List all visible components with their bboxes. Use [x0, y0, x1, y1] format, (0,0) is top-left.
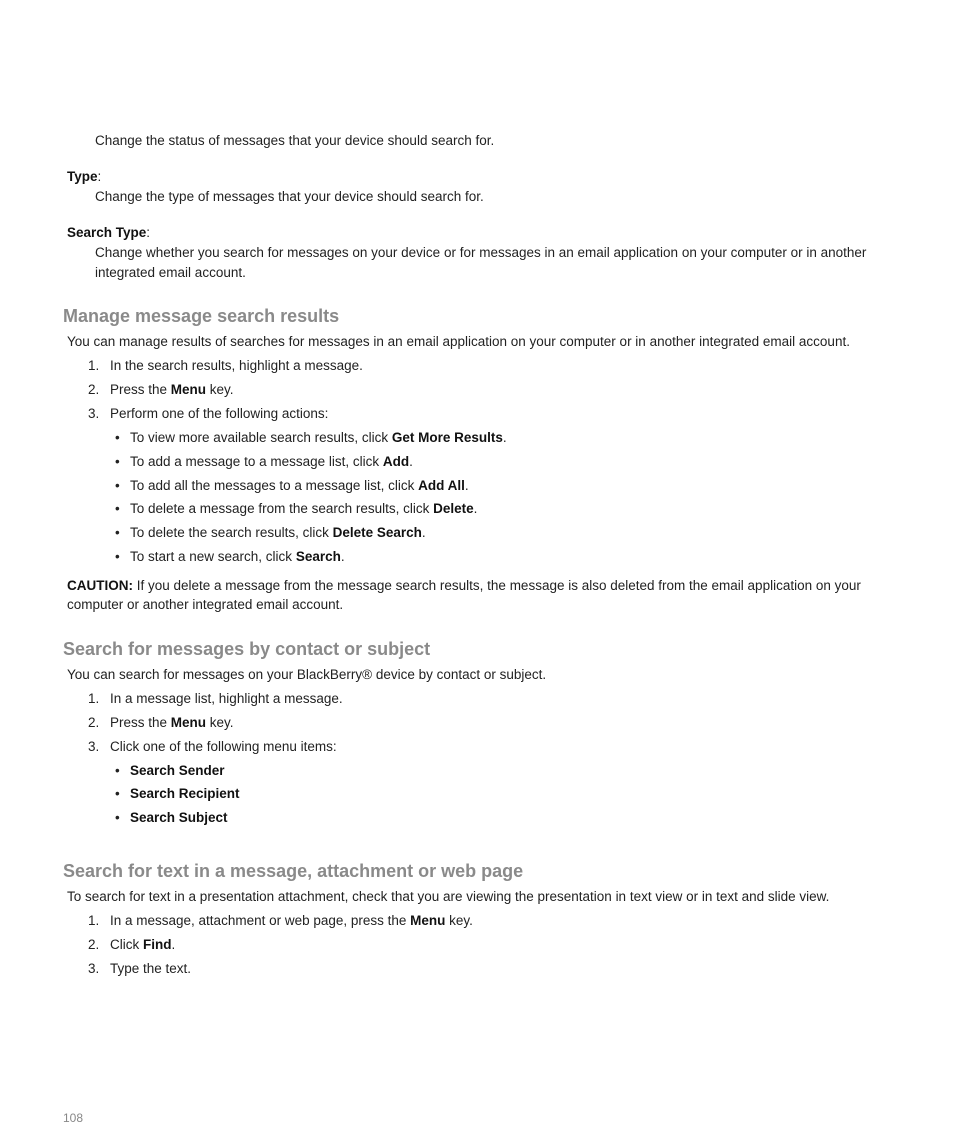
step-number: 3. [88, 406, 100, 421]
bullet-icon: • [115, 786, 120, 801]
list-item: To delete a message from the search results, click Delete. [130, 501, 478, 516]
section-heading-manage-results: Manage message search results [63, 306, 340, 326]
bullet-icon: • [115, 454, 120, 469]
bullet-icon: • [115, 549, 120, 564]
type-term: Type: [67, 169, 102, 184]
menu-key-label: Menu [170, 382, 207, 397]
menu-item-search-subject: Search Subject [130, 810, 228, 825]
step-number: 2. [88, 715, 100, 730]
section-intro: You can search for messages on your BlackBerry® device by contact or subject. [67, 667, 547, 682]
step-text: In a message, attachment or web page, press the Menu key. [110, 913, 473, 928]
section-intro: You can manage results of searches for messages in an email application on your computer or in another integrated email account. [67, 334, 850, 349]
step-number: 3. [88, 961, 100, 976]
step-text: Click one of the following menu items: [110, 739, 337, 754]
section-heading-search-text: Search for text in a message, attachment or web page [63, 861, 524, 881]
step-number: 2. [88, 382, 100, 397]
list-item: To start a new search, click Search. [130, 549, 345, 564]
bullet-icon: • [115, 501, 120, 516]
bullet-icon: • [115, 430, 120, 445]
step-number: 1. [88, 691, 100, 706]
step-text: Click Find. [110, 937, 176, 952]
step-number: 1. [88, 358, 100, 373]
caution-label: CAUTION [67, 578, 129, 593]
step-text: Type the text. [110, 961, 192, 976]
search-type-description-line1: Change whether you search for messages on your device or for messages in an email application on your computer or in another [95, 245, 867, 260]
type-term-label: Type [67, 169, 98, 184]
page-number: 108 [63, 1111, 84, 1125]
type-description: Change the type of messages that your device should search for. [95, 189, 484, 204]
list-item: To add all the messages to a message list, click Add All. [130, 478, 469, 493]
step-number: 2. [88, 937, 100, 952]
list-item: To add a message to a message list, click Add. [130, 454, 413, 469]
step-text: In a message list, highlight a message. [110, 691, 343, 706]
step-text: Press the Menu key. [110, 715, 234, 730]
step-number: 1. [88, 913, 100, 928]
search-type-term-label: Search Type [67, 225, 147, 240]
bullet-icon: • [115, 478, 120, 493]
step-number: 3. [88, 739, 100, 754]
list-item: To view more available search results, click Get More Results. [130, 430, 507, 445]
search-type-description-line2: integrated email account. [95, 265, 246, 280]
list-item: To delete the search results, click Delete Search. [130, 525, 426, 540]
step-text: Perform one of the following actions: [110, 406, 329, 421]
bullet-icon: • [115, 763, 120, 778]
section-heading-contact-subject: Search for messages by contact or subject [63, 639, 431, 659]
search-type-term: Search Type: [67, 225, 151, 240]
step-text: In the search results, highlight a message. [110, 358, 363, 373]
bullet-icon: • [115, 810, 120, 825]
menu-item-search-recipient: Search Recipient [130, 786, 240, 801]
status-description: Change the status of messages that your device should search for. [95, 133, 495, 148]
section-intro: To search for text in a presentation attachment, check that you are viewing the presentation in text view or in text and slide view. [67, 889, 830, 904]
bullet-icon: • [115, 525, 120, 540]
menu-item-search-sender: Search Sender [130, 763, 225, 778]
step-text: Press the Menu key. [110, 382, 234, 397]
